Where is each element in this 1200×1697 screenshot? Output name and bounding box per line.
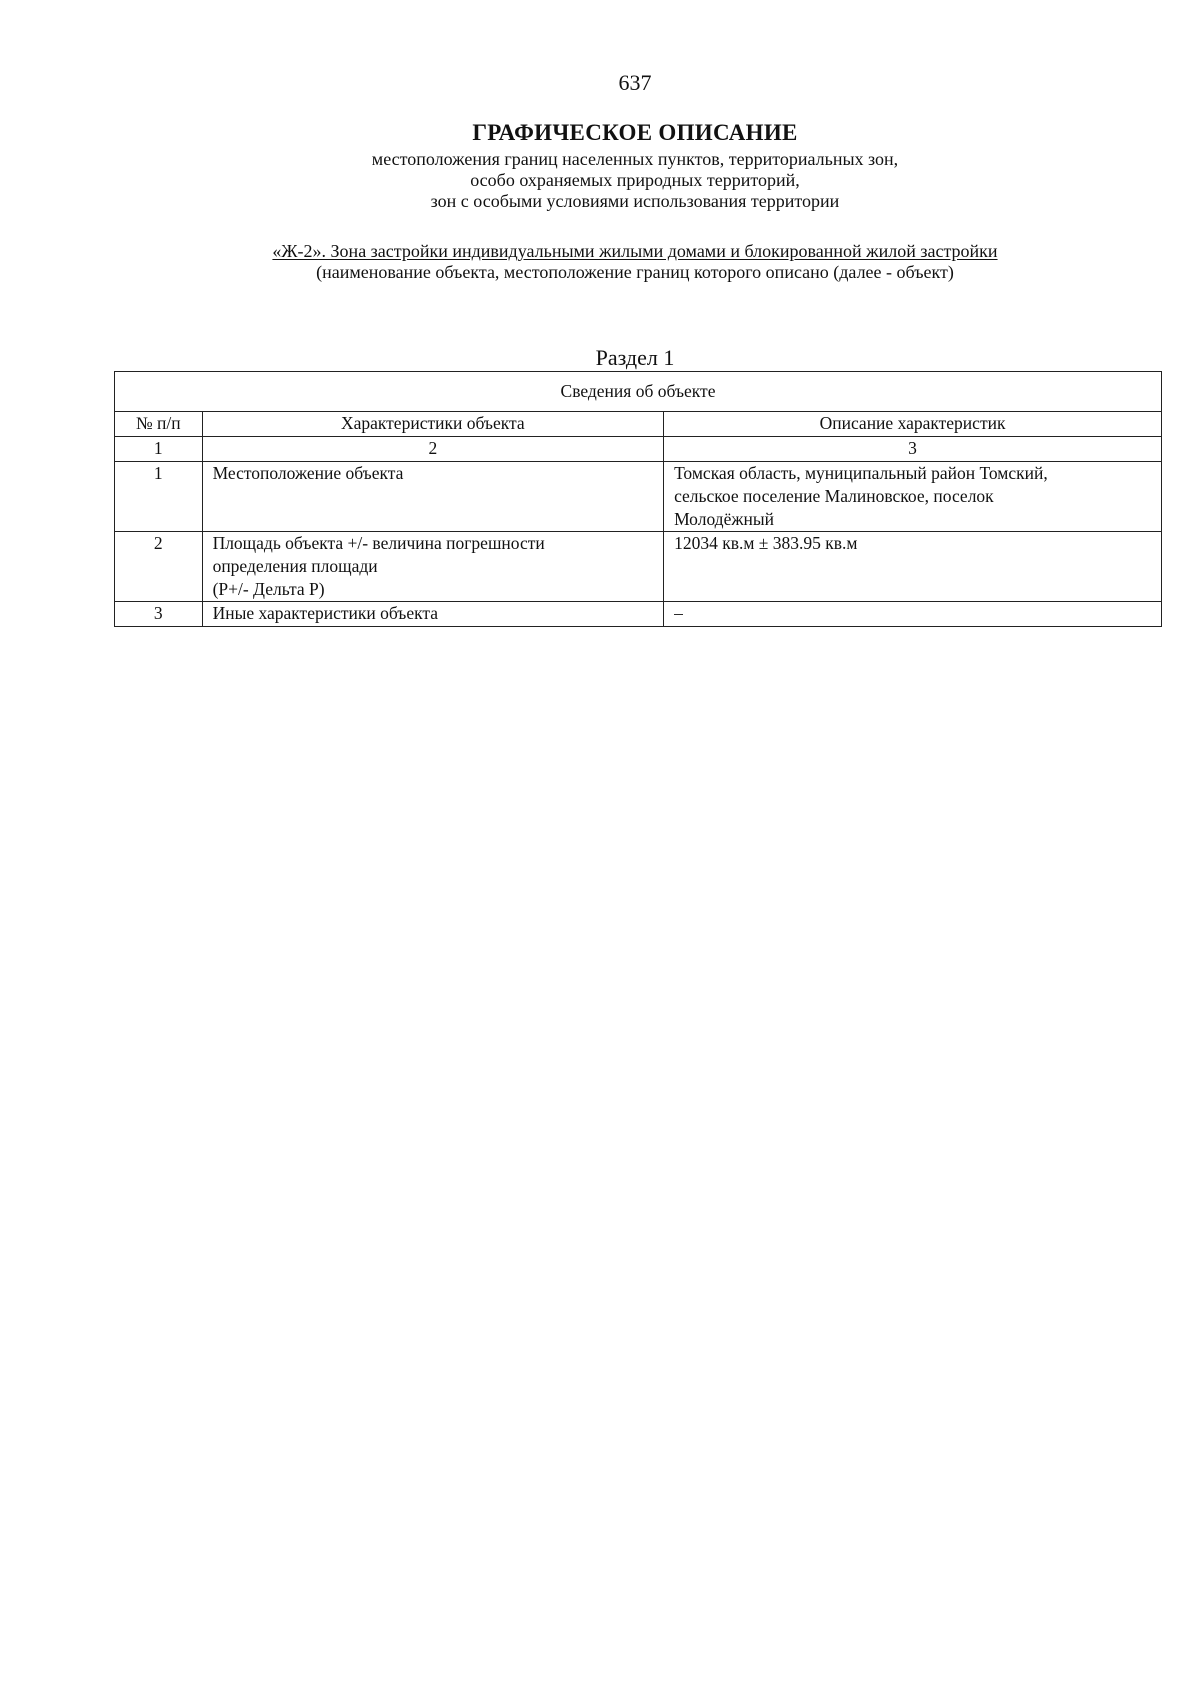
cell-line: определения площади — [212, 556, 378, 576]
subtitle-line: особо охраняемых природных территорий, — [470, 170, 800, 190]
column-number: 1 — [115, 437, 203, 462]
table-row — [115, 462, 1162, 532]
document-subtitle — [0, 149, 1200, 212]
table-caption: Сведения об объекте — [115, 372, 1162, 412]
row-description — [664, 462, 1162, 532]
column-number: 2 — [202, 437, 664, 462]
section-title: Раздел 1 — [595, 345, 675, 370]
column-number-row — [115, 437, 1162, 462]
table-header-row — [115, 412, 1162, 437]
object-info-table — [114, 371, 1162, 627]
subtitle-line: местоположения границ населенных пунктов, территориальных зон, — [371, 149, 899, 169]
row-number: 2 — [115, 532, 203, 602]
document-title: ГРАФИЧЕСКОЕ ОПИСАНИЕ — [472, 120, 798, 145]
row-characteristic — [202, 602, 664, 627]
cell-line: Площадь объекта +/- величина погрешности — [212, 533, 545, 553]
table-row — [115, 532, 1162, 602]
row-characteristic — [202, 532, 664, 602]
header-num: № п/п — [115, 412, 203, 437]
row-description — [664, 532, 1162, 602]
column-number: 3 — [664, 437, 1162, 462]
object-block — [0, 241, 1200, 283]
table-row — [115, 602, 1162, 627]
cell-line: сельское поселение Малиновское, поселок — [674, 486, 994, 506]
cell-line: 12034 кв.м ± 383.95 кв.м — [674, 533, 858, 553]
header-characteristic: Характеристики объекта — [202, 412, 664, 437]
subtitle-line: зон с особыми условиями использования территории — [430, 191, 840, 211]
header-description: Описание характеристик — [664, 412, 1162, 437]
cell-line: Молодёжный — [674, 509, 774, 529]
row-number: 3 — [115, 602, 203, 627]
cell-line: – — [674, 603, 683, 623]
page-number: 637 — [618, 70, 652, 95]
object-name-caption: (наименование объекта, местоположение границ которого описано (далее - объект) — [316, 262, 954, 282]
cell-line: (P+/- Дельта P) — [212, 579, 325, 599]
row-description — [664, 602, 1162, 627]
cell-line: Местоположение объекта — [212, 463, 404, 483]
cell-line: Иные характеристики объекта — [212, 603, 439, 623]
object-name: «Ж-2». Зона застройки индивидуальными жилыми домами и блокированной жилой застройки — [272, 241, 998, 261]
row-number: 1 — [115, 462, 203, 532]
cell-line: Томская область, муниципальный район Томский, — [674, 463, 1048, 483]
row-characteristic — [202, 462, 664, 532]
